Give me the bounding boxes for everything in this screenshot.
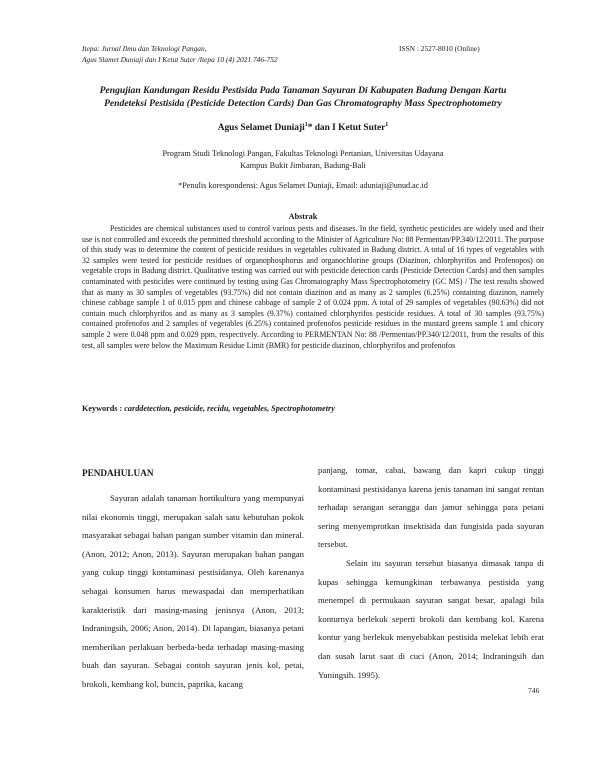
corresponding-author: *Penulis korespondensi: Agus Selamet Duniaji, Email: aduniaji@unud.ac.id (178, 181, 428, 190)
author-1: Agus Selamet Duniaji (217, 123, 305, 134)
intro-right-column (318, 461, 544, 684)
intro-right-paragraph-2: Selain itu sayuran tersebut biasanya dimasak tanpa di kupas sehingga kemungkinan terbawanya pestisida yang menempel di permukaan sayuran sangat besar, apalagi bila konturnya berlekuk seperti brokoli dan kembang kol. Karena kontur yang berlekuk menyebabkan pestisida melekat lebih erat dan susah larut saat di cuci (Anon, 2014; Indraningsih dan Yuningsih. 1995). (318, 557, 544, 680)
running-header (82, 43, 278, 65)
issn: ISSN : 2527-8010 (Online) (399, 44, 480, 53)
title-line-1: Pengujian Kandungan Residu Pestisida Pada Tanaman Sayuran Di Kabupaten Badung Dengan Kartu (99, 85, 507, 96)
keywords (82, 404, 544, 413)
affiliation-line-2: Kampus Bukit Jimbaran, Badung-Bali (240, 161, 366, 170)
intro-left-column: Sayuran adalah tanaman hortikultura yang mempunyai nilai ekonomis tinggi, merupakan salah satu kebutuhan pokok masyarakat sebagai bahan pangan sumber vitamin dan mineral. (Anon, 2012; Anon, 2013). Sayuran merupakan bahan pangan yang cukup tinggi kontaminasi pestisidanya. Oleh karenanya sebagai konsumen harus mewaspadai dan memperhatikan karakteristik dari masing-masing jenisnya (Anon, 2013; Indraningsih, 2006; Anon, 2014). Di lapangan, biasanya petani memberikan perlakuan berbeda-beda terhadap masing-masing buah dan sayuran. Sebagai contoh sayuran jenis kol, petai, brokoli, kembang kol, buncis, paprika, kacang (82, 493, 304, 689)
title-line-2: Pendeteksi Pestisida (Pesticide Detection Cards) Dan Gas Chromatography Mass Spectrophotometry (104, 97, 502, 109)
affiliation (60, 148, 546, 172)
article-title (60, 85, 546, 110)
author-list (60, 122, 546, 133)
affiliation-line-1: Program Studi Teknologi Pangan, Fakultas Teknologi Pertanian, Universitas Udayana (162, 149, 444, 158)
citation-line: Agus Slamet Duniaji dan I Ketut Suter /Itepa 10 (4) 2021 746-752 (82, 55, 278, 64)
section-heading: PENDAHULUAN (82, 468, 154, 478)
abstract-heading: Abstrak (288, 212, 318, 221)
journal-name: Itepa: Jurnal Ilmu dan Teknologi Pangan, (82, 44, 207, 53)
keywords-label: Keywords : (82, 404, 125, 413)
author-separator: * dan I Ketut Suter (307, 123, 386, 134)
author-1-affil-mark: 1 (304, 122, 308, 128)
abstract-body: Pesticides are chemical substances used to control various pests and diseases. In the field, synthetic pesticides are widely used and their use is not controlled and exceeds the permitted threshold according to the Minister of Agriculture No: 88 Permentan/PP.340/12/2011. The purpose of this study was to determine the content of pesticide residues in vegetables cultivated in Badung district. A total of 16 types of vegetables with 32 samples were tested for pesticide residues of organophosphorus and organochlorine groups (Diazinon, chlorphyrifos and Profenopos) on vegetable crops in Badung district. Qualitative testing was carried out with pesticide detection cards (Pesticide Detection Cards) and then samples contaminated with pesticides were continued by testing using Gas Chromatography Mass Spectrophotometry (GC MS) / The test results showed that as many as 30 samples of vegetables (93.75%) did not contain diazinon and as many as 2 samples (6.25%) containing diazinon, namely chinese cabbage sample 1 of 0.015 ppm and chinese cabbage of sample 2 of 0.024 ppm. A total of 29 samples of vegetables (90.63%) did not contain much chlorphyrifos and as many as 3 samples (9.37%) contained chlorphyrifos pesticide residues. A total of 30 samples (93.75%) contained profenofos and 2 samples of vegetables (6.25%) contained profenofos pesticide residues in the mustard greens sample 1 and chicory sample 2 were 0.048 ppm and 0.029 ppm, respectively. According to PERMENTAN No: 88 /Permentan/PP.340/12/2011, from the results of this test, all samples were below the Maximum Residue Limit (BMR) for pesticide diazinon, chlorphyrifos and profenofos (82, 224, 544, 350)
keywords-text: carddetection, pesticide, recidu, vegetables, Spectrophotometry (124, 404, 335, 413)
author-2-affil-mark: 1 (385, 122, 389, 128)
page-number: 746 (528, 686, 540, 695)
intro-right-paragraph-1: panjang, tomat, cabai, bawang dan kapri cukup tinggi kontaminasi pestisidanya karena jenis tanaman ini sangat rentan terhadap serangan serangga dan jamur sehingga para petani sering menyemprotkan insektisida dan fungisida pada sayuran tersebut. (318, 465, 544, 550)
